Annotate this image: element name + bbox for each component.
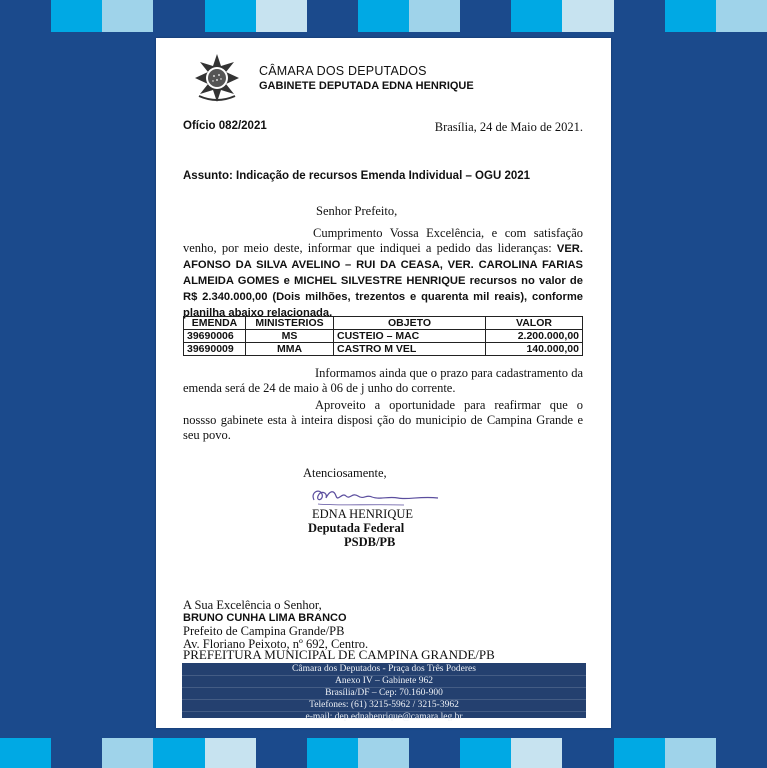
border-tile (51, 738, 102, 768)
border-tile (307, 738, 358, 768)
paragraph-1-intro: Cumprimento Vossa Excelência, e com satisfação venho, por meio deste, informar que indiquei a pedido das lideranças: (183, 226, 583, 255)
addressee-salutation: A Sua Excelência o Senhor, (183, 598, 322, 612)
border-tile (511, 738, 562, 768)
addressee-name: BRUNO CUNHA LIMA BRANCO (183, 612, 347, 624)
table-row (184, 343, 583, 356)
paragraph-2-text: Informamos ainda que o prazo para cadastramento da emenda será de 24 de maio à 06 de j unho do corrente. (183, 366, 583, 395)
border-tile (51, 0, 102, 32)
cell-valor: 2.200.000,00 (486, 330, 583, 343)
addressee-organization: PREFEITURA MUNICIPAL DE CAMPINA GRANDE/PB (183, 647, 495, 662)
border-tile (614, 0, 665, 32)
border-tile (665, 0, 716, 32)
cell-ministerio: MS (246, 330, 334, 343)
closing: Atenciosamente, (303, 466, 387, 480)
border-tile (205, 738, 256, 768)
signer-party: PSDB/PB (344, 535, 396, 549)
border-tile (562, 0, 613, 32)
border-tile (358, 738, 409, 768)
brazil-coat-of-arms-icon (191, 52, 243, 104)
table-row (184, 330, 583, 343)
cell-emenda: 39690006 (184, 330, 246, 343)
institution-name: CÂMARA DOS DEPUTADOS (259, 64, 427, 78)
paragraph-1-bold: VER. AFONSO DA SILVA AVELINO – RUI DA CEASA, VER. CAROLINA FARIAS ALMEIDA GOMES e MICHEL SILVESTRE HENRIQUE recursos no valor de R$ 2.340.000,00 (Dois milhões, trezentos e quarenta mil reais), conforme planilha abaixo relacionada. (183, 243, 583, 319)
footer-line: Telefones: (61) 3215-5962 / 3215-3962 (182, 700, 586, 712)
header-objeto: OBJETO (334, 317, 486, 330)
paragraph-1 (183, 226, 583, 321)
header-ministerios: MINISTERIOS (246, 317, 334, 330)
border-tile (460, 738, 511, 768)
cell-ministerio: MMA (246, 343, 334, 356)
top-tile-border (0, 0, 767, 32)
handwritten-signature (308, 484, 443, 508)
letter-page (156, 38, 611, 728)
border-tile (102, 0, 153, 32)
footer-line: Anexo IV – Gabinete 962 (182, 676, 586, 688)
border-tile (153, 738, 204, 768)
document-reference: Ofício 082/2021 (183, 120, 267, 132)
addressee-address: Av. Floriano Peixoto, nº 692, Centro. (183, 637, 369, 651)
border-tile (0, 0, 51, 32)
footer-line: Câmara dos Deputados - Praça dos Três Poderes (182, 664, 586, 676)
border-tile (256, 0, 307, 32)
border-tile (205, 0, 256, 32)
border-tile (0, 738, 51, 768)
paragraph-2 (183, 366, 583, 396)
border-tile (256, 738, 307, 768)
bottom-tile-border (0, 738, 767, 768)
border-tile (562, 738, 613, 768)
border-tile (358, 0, 409, 32)
letterhead (191, 52, 474, 104)
office-name: GABINETE DEPUTADA EDNA HENRIQUE (259, 80, 474, 92)
cell-emenda: 39690009 (184, 343, 246, 356)
footer-line: Brasília/DF – Cep: 70.160-900 (182, 688, 586, 700)
footer-contact-box (182, 663, 586, 722)
place-date: Brasília, 24 de Maio de 2021. (434, 120, 583, 134)
header-emenda: EMENDA (184, 317, 246, 330)
border-tile (511, 0, 562, 32)
border-tile (307, 0, 358, 32)
border-tile (409, 0, 460, 32)
greeting: Senhor Prefeito, (316, 204, 398, 218)
cell-objeto: CUSTEIO – MAC (334, 330, 486, 343)
footer-email: e-mail: dep.ednahenrique@camara.leg.br (182, 712, 586, 724)
border-tile (153, 0, 204, 32)
cell-valor: 140.000,00 (486, 343, 583, 356)
border-tile (716, 0, 767, 32)
subject-line: Assunto: Indicação de recursos Emenda Individual – OGU 2021 (183, 170, 531, 182)
table-header-row (184, 317, 583, 330)
paragraph-3-text: Aproveito a oportunidade para reafirmar que o nossso gabinete esta à inteira disposi ção do municipio de Campina Grande e seu povo. (183, 398, 583, 442)
signer-role: Deputada Federal (308, 521, 405, 535)
amendments-table (183, 316, 583, 356)
border-tile (716, 738, 767, 768)
border-tile (460, 0, 511, 32)
header-valor: VALOR (486, 317, 583, 330)
addressee-title: Prefeito de Campina Grande/PB (183, 624, 345, 638)
border-tile (409, 738, 460, 768)
cell-objeto: CASTRO M VEL (334, 343, 486, 356)
paragraph-3 (183, 398, 583, 443)
border-tile (614, 738, 665, 768)
border-tile (102, 738, 153, 768)
border-tile (665, 738, 716, 768)
signer-name: EDNA HENRIQUE (312, 507, 414, 521)
